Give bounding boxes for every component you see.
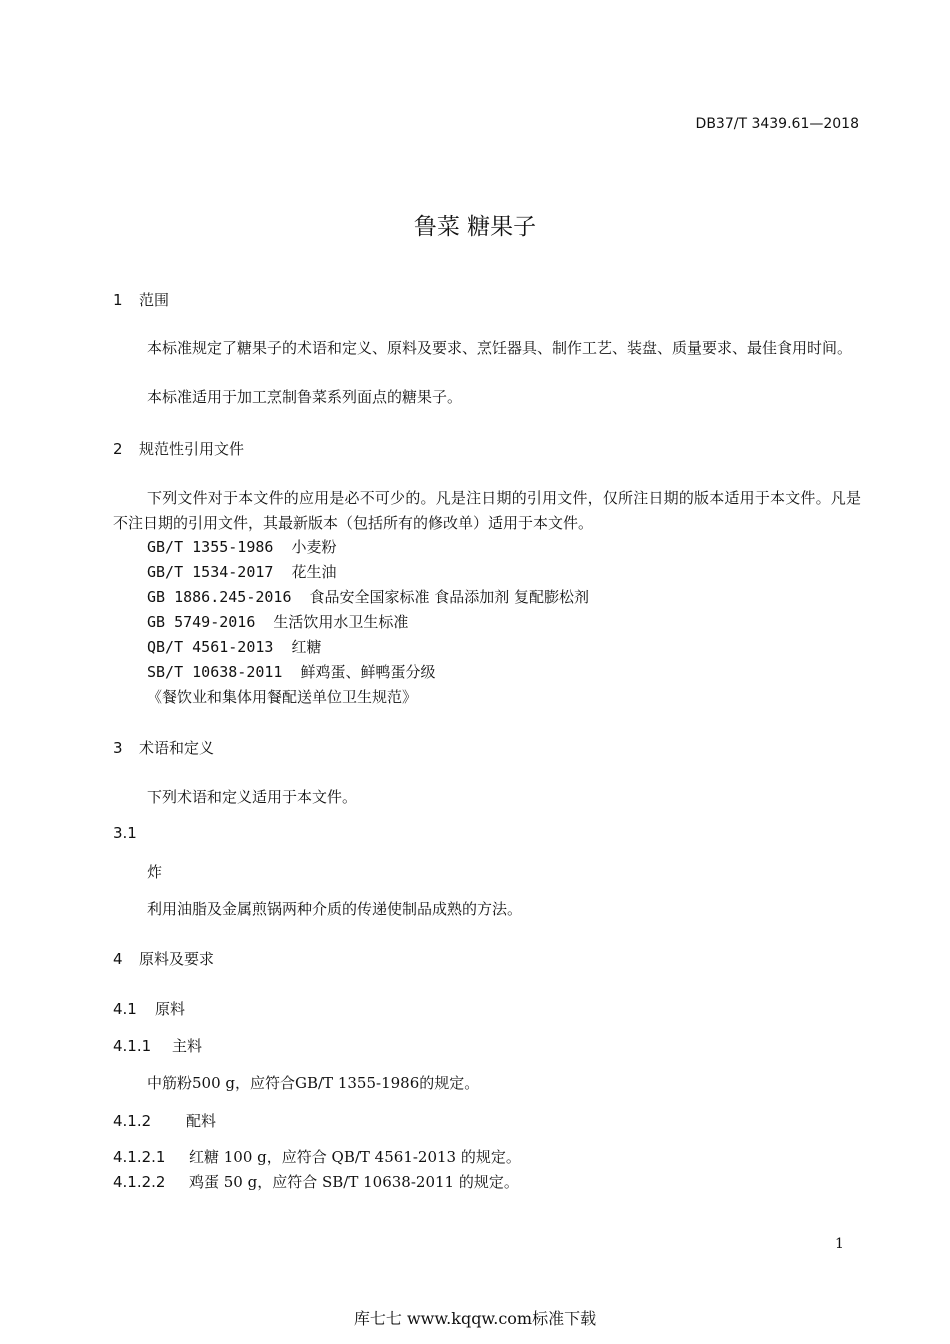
section-title: 原料及要求: [139, 950, 215, 968]
reference-name: 生活饮用水卫生标准: [273, 613, 409, 631]
section-number: 4: [113, 950, 123, 968]
term-definition: 利用油脂及金属煎锅两种介质的传递使制品成熟的方法。: [147, 900, 523, 918]
subsection-title: 主料: [172, 1037, 203, 1055]
section-2-intro: 下列文件对于本文件的应用是必不可少的。凡是注日期的引用文件，仅所注日期的版本适用于本文件。凡是不注日期的引用文件，其最新版本（包括所有的修改单）适用于本文件。: [113, 489, 861, 532]
subsection-title: 配料: [186, 1112, 217, 1130]
clause-number: 4.1.2.2: [113, 1173, 166, 1191]
reference-item: [147, 561, 336, 582]
reference-name: 花生油: [291, 563, 337, 581]
reference-code: GB/T 1355-1986: [147, 538, 274, 556]
subsection-4-1-heading: [113, 998, 185, 1019]
footer-watermark: 库七七 www.kqqw.com标准下载: [353, 1309, 597, 1328]
reference-name: 食品安全国家标准 食品添加剂 复配膨松剂: [309, 588, 590, 606]
reference-item: [147, 586, 589, 607]
subsection-number: 4.1.2: [113, 1112, 152, 1130]
section-number: 2: [113, 440, 123, 458]
subsection-number: 4.1.1: [113, 1037, 152, 1055]
reference-item: [147, 661, 435, 682]
reference-code: SB/T 10638-2011: [147, 663, 283, 681]
reference-name: 鲜鸡蛋、鲜鸭蛋分级: [300, 663, 436, 681]
document-title: 鲁菜 糖果子: [413, 214, 537, 240]
clause-item: [113, 1146, 521, 1167]
subsection-title: 原料: [155, 1000, 186, 1018]
subsection-4-1-2-heading: [113, 1110, 216, 1131]
term-number: 3.1: [113, 824, 137, 842]
page-number: 1: [835, 1236, 844, 1252]
reference-code: QB/T 4561-2013: [147, 638, 274, 656]
standard-code: DB37/T 3439.61—2018: [695, 116, 859, 132]
section-title: 规范性引用文件: [139, 440, 245, 458]
subsection-number: 4.1: [113, 1000, 137, 1018]
section-3-heading: [113, 737, 214, 758]
reference-item: [147, 536, 336, 557]
section-2-heading: [113, 438, 244, 459]
subsection-4-1-1-heading: [113, 1035, 202, 1056]
clause-item: [113, 1171, 519, 1192]
term-name: 炸: [147, 863, 163, 881]
clause-number: 4.1.2.1: [113, 1148, 166, 1166]
clause-text: 红糖 100 g，应符合 QB/T 4561-2013 的规定。: [189, 1148, 521, 1166]
clause-text: 鸡蛋 50 g，应符合 SB/T 10638-2011 的规定。: [189, 1173, 519, 1191]
reference-code: GB/T 1534-2017: [147, 563, 274, 581]
reference-code: GB 5749-2016: [147, 613, 256, 631]
reference-item: [147, 611, 408, 632]
subsection-4-1-1-text: 中筋粉500 g，应符合GB/T 1355-1986的规定。: [147, 1074, 480, 1092]
section-title: 术语和定义: [139, 739, 215, 757]
section-1-heading: [113, 289, 169, 310]
reference-code: GB 1886.245-2016: [147, 588, 292, 606]
reference-name: 小麦粉: [291, 538, 337, 556]
section-4-heading: [113, 948, 214, 969]
reference-item-regulation: 《餐饮业和集体用餐配送单位卫生规范》: [147, 688, 418, 706]
section-1-paragraph-2: 本标准适用于加工烹制鲁菜系列面点的糖果子。: [147, 388, 463, 406]
section-3-intro: 下列术语和定义适用于本文件。: [147, 788, 358, 806]
section-number: 1: [113, 291, 123, 309]
reference-item: [147, 636, 321, 657]
section-number: 3: [113, 739, 123, 757]
section-1-paragraph-1: 本标准规定了糖果子的术语和定义、原料及要求、烹饪器具、制作工艺、装盘、质量要求、最佳食用时间。: [147, 339, 853, 357]
reference-name: 红糖: [291, 638, 322, 656]
section-title: 范围: [139, 291, 170, 309]
